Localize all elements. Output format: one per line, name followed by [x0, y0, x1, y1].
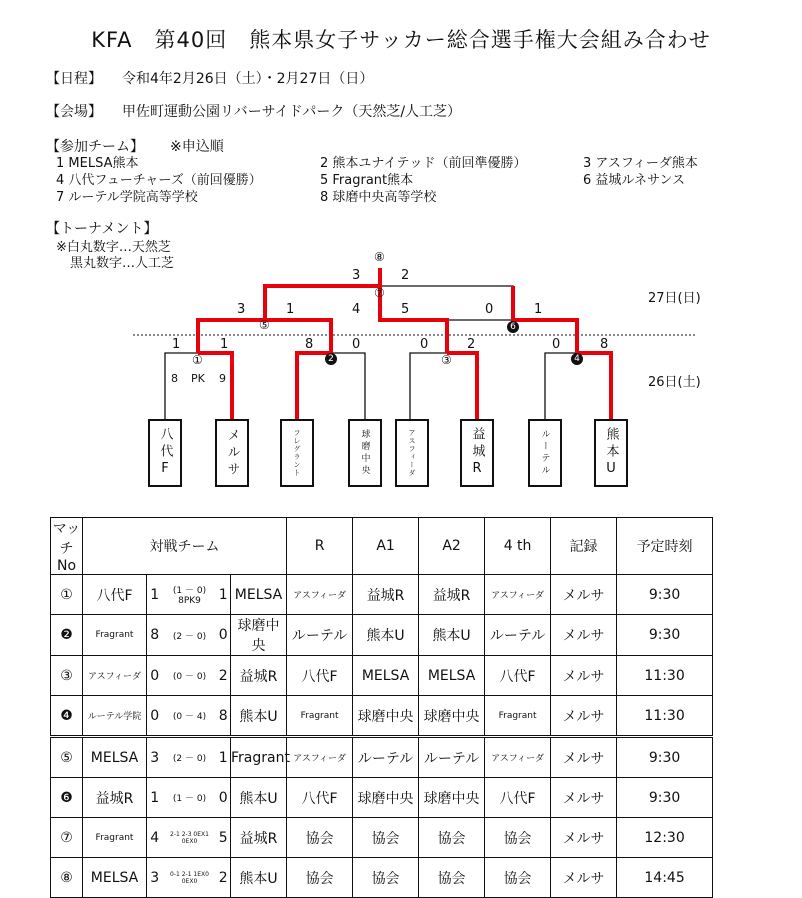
home-team: Fragrant [83, 818, 147, 858]
match-no: ⑤ [51, 737, 83, 778]
table-row [51, 696, 713, 737]
team-item: 7 ルーテル学院高等学校 [56, 190, 198, 205]
home-team: ルーテル学院 [83, 696, 147, 737]
score: 1 [286, 302, 295, 317]
fourth-official: アスフィーダ [485, 737, 551, 778]
pk-detail: 8PK9 [178, 596, 201, 606]
table-row [51, 778, 713, 818]
match-4-marker: 4 [571, 353, 583, 365]
day27-label: 27日(日) [648, 291, 701, 306]
referee: 八代F [287, 778, 353, 818]
team-item: 2 熊本ユナイテッド（前回準優勝） [320, 156, 527, 171]
schedule-label: 【日程】 [46, 71, 102, 87]
match-no: ⑦ [51, 818, 83, 858]
recorder: メルサ [551, 696, 617, 737]
home-score: 0 [147, 696, 163, 737]
away-score: 2 [217, 656, 231, 696]
home-score: 4 [147, 818, 163, 858]
score-detail: (2 － 0) [163, 737, 217, 778]
away-team: 球磨中央 [231, 615, 287, 656]
score: 2 [467, 337, 476, 352]
team-box: メルサ [215, 419, 249, 487]
recorder: メルサ [551, 656, 617, 696]
pk-label: PK [191, 372, 205, 385]
table-row [51, 818, 713, 858]
teams-label: 【参加チーム】 [46, 139, 144, 155]
away-team: 熊本U [231, 696, 287, 737]
venue-label: 【会場】 [46, 104, 102, 120]
col-header: A2 [419, 518, 485, 575]
col-header: 4 th [485, 518, 551, 575]
away-team: Fragrant [231, 737, 287, 778]
match-7-marker: ⑦ [374, 286, 385, 300]
score-detail: (1 － 0) [163, 778, 217, 818]
scheduled-time: 14:45 [617, 858, 713, 898]
match-6-marker: 6 [507, 321, 519, 333]
home-team: 八代F [83, 575, 147, 615]
page-title: KFA 第40回 熊本県女子サッカー総合選手権大会組み合わせ [91, 28, 711, 52]
score: 2 [401, 268, 410, 283]
score: 0 [352, 337, 361, 352]
recorder: メルサ [551, 778, 617, 818]
team-box: 益城R [460, 419, 494, 487]
home-team: Fragrant [83, 615, 147, 656]
fourth-official: 八代F [485, 778, 551, 818]
scheduled-time: 9:30 [617, 778, 713, 818]
assistant-1: ルーテル [353, 737, 419, 778]
day26-label: 26日(土) [648, 375, 701, 390]
score: 1 [220, 337, 229, 352]
tournament-note: ※白丸数字…天然芝 [56, 240, 171, 255]
referee: アスフィーダ [287, 575, 353, 615]
score-detail: (0 － 0) [163, 656, 217, 696]
home-score: 3 [147, 858, 163, 898]
away-score: 5 [217, 818, 231, 858]
assistant-2: 協会 [419, 818, 485, 858]
home-team: MELSA [83, 858, 147, 898]
score: 0 [485, 302, 494, 317]
pk-score: 9 [219, 372, 226, 385]
referee: 八代F [287, 656, 353, 696]
table-row [51, 656, 713, 696]
match-no: ③ [51, 656, 83, 696]
scheduled-time: 12:30 [617, 818, 713, 858]
assistant-2: ルーテル [419, 737, 485, 778]
referee: 協会 [287, 818, 353, 858]
teams-note: ※申込順 [170, 139, 224, 155]
team-box: 球磨中央 [348, 419, 382, 487]
team-item: 4 八代フューチャーズ（前回優勝） [56, 173, 262, 188]
fourth-official: ルーテル [485, 615, 551, 656]
scheduled-time: 11:30 [617, 696, 713, 737]
score: 8 [305, 337, 314, 352]
fourth-official: 協会 [485, 818, 551, 858]
match-2-marker: 2 [325, 353, 337, 365]
home-team: 益城R [83, 778, 147, 818]
away-team: 熊本U [231, 778, 287, 818]
scheduled-time: 11:30 [617, 656, 713, 696]
team-box: アスフィーダ [395, 419, 429, 487]
away-score: 0 [217, 615, 231, 656]
referee: Fragrant [287, 696, 353, 737]
score: 8 [600, 337, 609, 352]
referee: ルーテル [287, 615, 353, 656]
score: 4 [352, 302, 361, 317]
away-score: 0 [217, 778, 231, 818]
match-no: ⑧ [51, 858, 83, 898]
away-team: 益城R [231, 656, 287, 696]
match-no: ❹ [51, 696, 83, 737]
table-row [51, 858, 713, 898]
score: 1 [172, 337, 181, 352]
venue-value: 甲佐町運動公園リバーサイドパーク（天然芝/人工芝） [122, 104, 462, 120]
col-header: マッチNo [51, 518, 83, 575]
col-header: A1 [353, 518, 419, 575]
match-8-marker: ⑧ [374, 250, 385, 264]
away-score: 8 [217, 696, 231, 737]
match-no: ① [51, 575, 83, 615]
home-team: MELSA [83, 737, 147, 778]
score-detail [163, 575, 217, 615]
team-item: 6 益城ルネサンス [583, 173, 685, 188]
away-score: 2 [217, 858, 231, 898]
score: 0 [552, 337, 561, 352]
referee: 協会 [287, 858, 353, 898]
home-score: 0 [147, 656, 163, 696]
match-no: ❷ [51, 615, 83, 656]
team-item: 5 Fragrant熊本 [320, 173, 414, 188]
schedule-table [50, 517, 713, 898]
score-detail: (0 － 4) [163, 696, 217, 737]
score: 1 [534, 302, 543, 317]
assistant-2: 球磨中央 [419, 778, 485, 818]
scheduled-time: 9:30 [617, 615, 713, 656]
score: 5 [401, 302, 410, 317]
away-score: 1 [217, 737, 231, 778]
table-row [51, 615, 713, 656]
pk-score: 8 [171, 372, 178, 385]
team-item: 3 アスフィーダ熊本 [583, 156, 698, 171]
table-row [51, 737, 713, 778]
assistant-1: 熊本U [353, 615, 419, 656]
fourth-official: Fragrant [485, 696, 551, 737]
col-header: R [287, 518, 353, 575]
tournament-note: 黒丸数字…人工芝 [70, 256, 175, 271]
team-item: 1 MELSA熊本 [56, 156, 139, 171]
away-team: 熊本U [231, 858, 287, 898]
assistant-2: 球磨中央 [419, 696, 485, 737]
recorder: メルサ [551, 615, 617, 656]
fourth-official: アスフィーダ [485, 575, 551, 615]
score: 3 [352, 268, 361, 283]
assistant-1: 協会 [353, 858, 419, 898]
match-3-marker: ③ [441, 353, 452, 367]
assistant-1: 球磨中央 [353, 778, 419, 818]
assistant-1: 協会 [353, 818, 419, 858]
table-header-row [51, 518, 713, 575]
recorder: メルサ [551, 858, 617, 898]
assistant-1: MELSA [353, 656, 419, 696]
score: 3 [237, 302, 246, 317]
recorder: メルサ [551, 575, 617, 615]
schedule-value: 令和4年2月26日（土）・2月27日（日） [122, 71, 374, 87]
home-team: アスフィーダ [83, 656, 147, 696]
score: 0 [420, 337, 429, 352]
tournament-label: 【トーナメント】 [46, 221, 158, 237]
match-no: ❻ [51, 778, 83, 818]
home-score: 8 [147, 615, 163, 656]
match-5-marker: ⑤ [259, 318, 270, 332]
home-score: 3 [147, 737, 163, 778]
match-1-marker: ① [192, 353, 203, 367]
score-detail: 2-1 2-3 0EX1 0EX0 [163, 818, 217, 858]
team-box: フレグラント [280, 419, 314, 487]
home-score: 1 [147, 575, 163, 615]
table-row [51, 575, 713, 615]
scheduled-time: 9:30 [617, 737, 713, 778]
assistant-1: 球磨中央 [353, 696, 419, 737]
fourth-official: 八代F [485, 656, 551, 696]
assistant-2: 益城R [419, 575, 485, 615]
recorder: メルサ [551, 737, 617, 778]
team-box: 熊本U [594, 419, 628, 487]
team-item: 8 球磨中央高等学校 [320, 190, 437, 205]
col-header: 記録 [551, 518, 617, 575]
referee: アスフィーダ [287, 737, 353, 778]
team-box: 八代F [148, 419, 182, 487]
col-header: 対戦チーム [83, 518, 287, 575]
away-score: 1 [217, 575, 231, 615]
away-team: MELSA [231, 575, 287, 615]
team-box: ルーテル [528, 419, 562, 487]
score-detail: 0-1 2-1 1EX0 0EX0 [163, 858, 217, 898]
home-score: 1 [147, 778, 163, 818]
col-header: 予定時刻 [617, 518, 713, 575]
assistant-2: 協会 [419, 858, 485, 898]
scheduled-time: 9:30 [617, 575, 713, 615]
recorder: メルサ [551, 818, 617, 858]
fourth-official: 協会 [485, 858, 551, 898]
assistant-2: 熊本U [419, 615, 485, 656]
assistant-1: 益城R [353, 575, 419, 615]
score-detail: (2 － 0) [163, 615, 217, 656]
away-team: 益城R [231, 818, 287, 858]
assistant-2: MELSA [419, 656, 485, 696]
score-detail-line: (1 － 0) [172, 586, 207, 596]
